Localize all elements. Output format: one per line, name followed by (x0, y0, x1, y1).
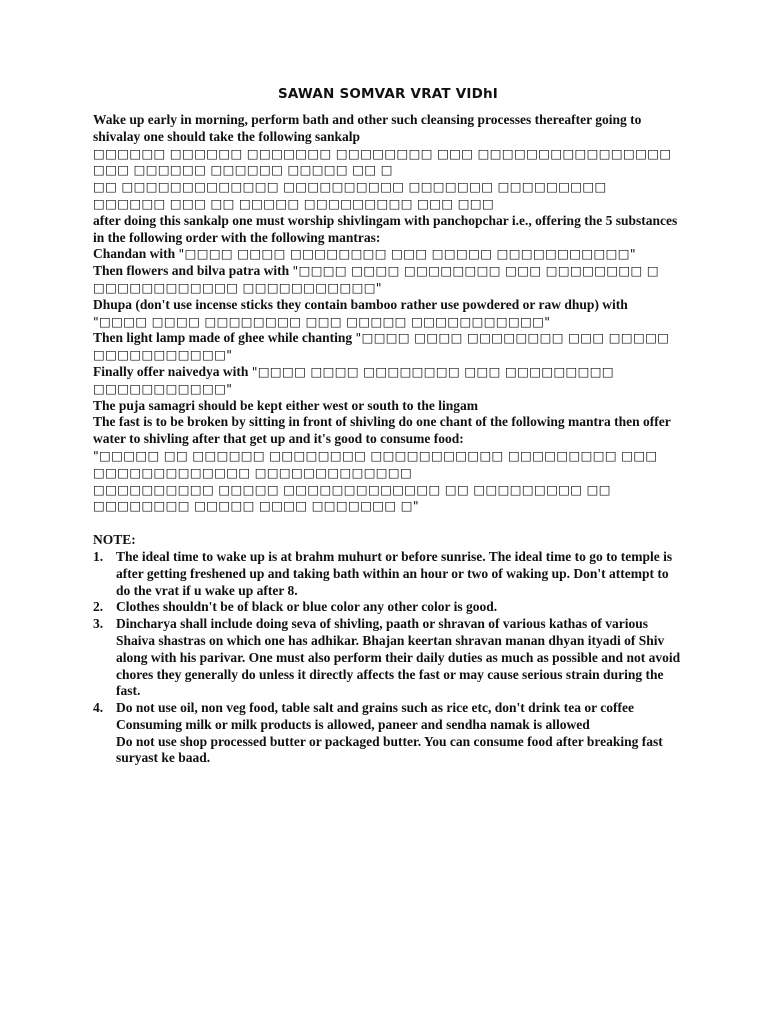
samagri-paragraph: The puja samagri should be kept either west or south to the lingam (93, 397, 479, 413)
note-text-continued: Do not use shop processed butter or packaged butter. You can consume food after breaking fast suryast ke baad. (116, 733, 663, 766)
note-text: The ideal time to wake up is at brahm muhurt or before sunrise. The ideal time to go to temple is after getting freshened up and taking bath within an hour or two of waking up. Don't attempt to do the vrat if u wake up after 8. (116, 548, 673, 598)
note-text: Do not use oil, non veg food, table salt and grains such as rice etc, don't drink tea or coffee (116, 700, 634, 716)
flowers-label: Then flowers and bilva patra with (93, 263, 293, 279)
dhupa-line (93, 297, 683, 331)
dhupa-mantra: "□□□□ □□□□ □□□□□□□□ □□□ □□□□□ □□□□□□□□□□□" (93, 313, 551, 329)
chandan-label: Chandan with (93, 246, 179, 262)
sankalp-line-1: □□□□□□ □□□□□□ □□□□□□□ □□□□□□□□ □□□ □□□□□□□□□□□□□□□□ □□□ □□□□□□ □□□□□□ □□□□□ □□ □ (93, 145, 672, 178)
note-text: Clothes shouldn't be of black or blue color any other color is good. (116, 599, 498, 615)
document-title: SAWAN SOMVAR VRAT VIDhI (277, 86, 499, 102)
note-number: 1. (93, 548, 104, 564)
naivedya-mantra: "□□□□ □□□□ □□□□□□□□ □□□ □□□□□□□□□ □□□□□□□□□□□" (93, 363, 614, 396)
note-number: 3. (93, 616, 104, 632)
lamp-label: Then light lamp made of ghee while chanting (93, 330, 356, 346)
note-item (93, 700, 683, 767)
closing-mantra-line-2: □□□□□□□□□□ □□□□□ □□□□□□□□□□□□□ □□ □□□□□□□□□ □□ □□□□□□□□ □□□□□ □□□□ □□□□□□□ □" (93, 481, 611, 514)
intro-paragraph: Wake up early in morning, perform bath and other such cleansing processes thereafter going to shivalay one should take the following sankalp (93, 112, 642, 144)
note-text: Dincharya shall include doing seva of shivling, paath or shravan of various kathas of various Shaiva shastras on which one has adhikar. Bhajan keertan shravan manan dhyan ityadi of Shiv along with his parivar. One must also perform their daily duties as much as possible and not avoid chores they generally do unless it directly affects the fast or may cause serious strain during the fast. (116, 616, 681, 699)
naivedya-line (93, 364, 683, 398)
chandan-mantra: "□□□□ □□□□ □□□□□□□□ □□□ □□□□□ □□□□□□□□□□□" (178, 246, 636, 262)
sankalp-line-2: □□ □□□□□□□□□□□□□ □□□□□□□□□□ □□□□□□□ □□□□□□□□□ □□□□□□ □□□ □□ □□□□□ □□□□□□□□□ □□□ □□□ (93, 179, 607, 211)
note-item (93, 616, 683, 700)
after-sankalp-paragraph: after doing this sankalp one must worship shivlingam with panchopchar i.e., offering the 5 substances in the following order with the following mantras: (93, 212, 678, 245)
notes-list (93, 549, 683, 767)
closing-mantra-line-1: "□□□□□ □□ □□□□□□ □□□□□□□□ □□□□□□□□□□□ □□□□□□□□□ □□□ □□□□□□□□□□□□□ □□□□□□□□□□□□□ (93, 447, 658, 480)
naivedya-label: Finally offer naivedya with (93, 363, 252, 379)
chandan-line (93, 246, 683, 263)
note-item (93, 599, 683, 616)
spacer (93, 515, 683, 532)
document-page (93, 82, 683, 767)
flowers-mantra: "□□□□ □□□□ □□□□□□□□ □□□ □□□□□□□□ □ □□□□□□□□□□□□ □□□□□□□□□□□" (93, 263, 660, 295)
dhupa-label: Dhupa (don't use incense sticks they contain bamboo rather use powdered or raw dhup) with (93, 296, 628, 312)
note-item (93, 549, 683, 599)
note-text-continued: Consuming milk or milk products is allowed, paneer and sendha namak is allowed (116, 716, 590, 732)
lamp-mantra: "□□□□ □□□□ □□□□□□□□ □□□ □□□□□ □□□□□□□□□□□" (93, 330, 670, 363)
note-number: 2. (93, 599, 104, 615)
note-number: 4. (93, 700, 104, 716)
notes-heading: NOTE: (93, 532, 136, 548)
lamp-line (93, 330, 683, 364)
flowers-line (93, 263, 683, 297)
fast-break-paragraph: The fast is to be broken by sitting in front of shivling do one chant of the following mantra then offer water to shivling after that get up and it's good to consume food: (93, 414, 671, 447)
